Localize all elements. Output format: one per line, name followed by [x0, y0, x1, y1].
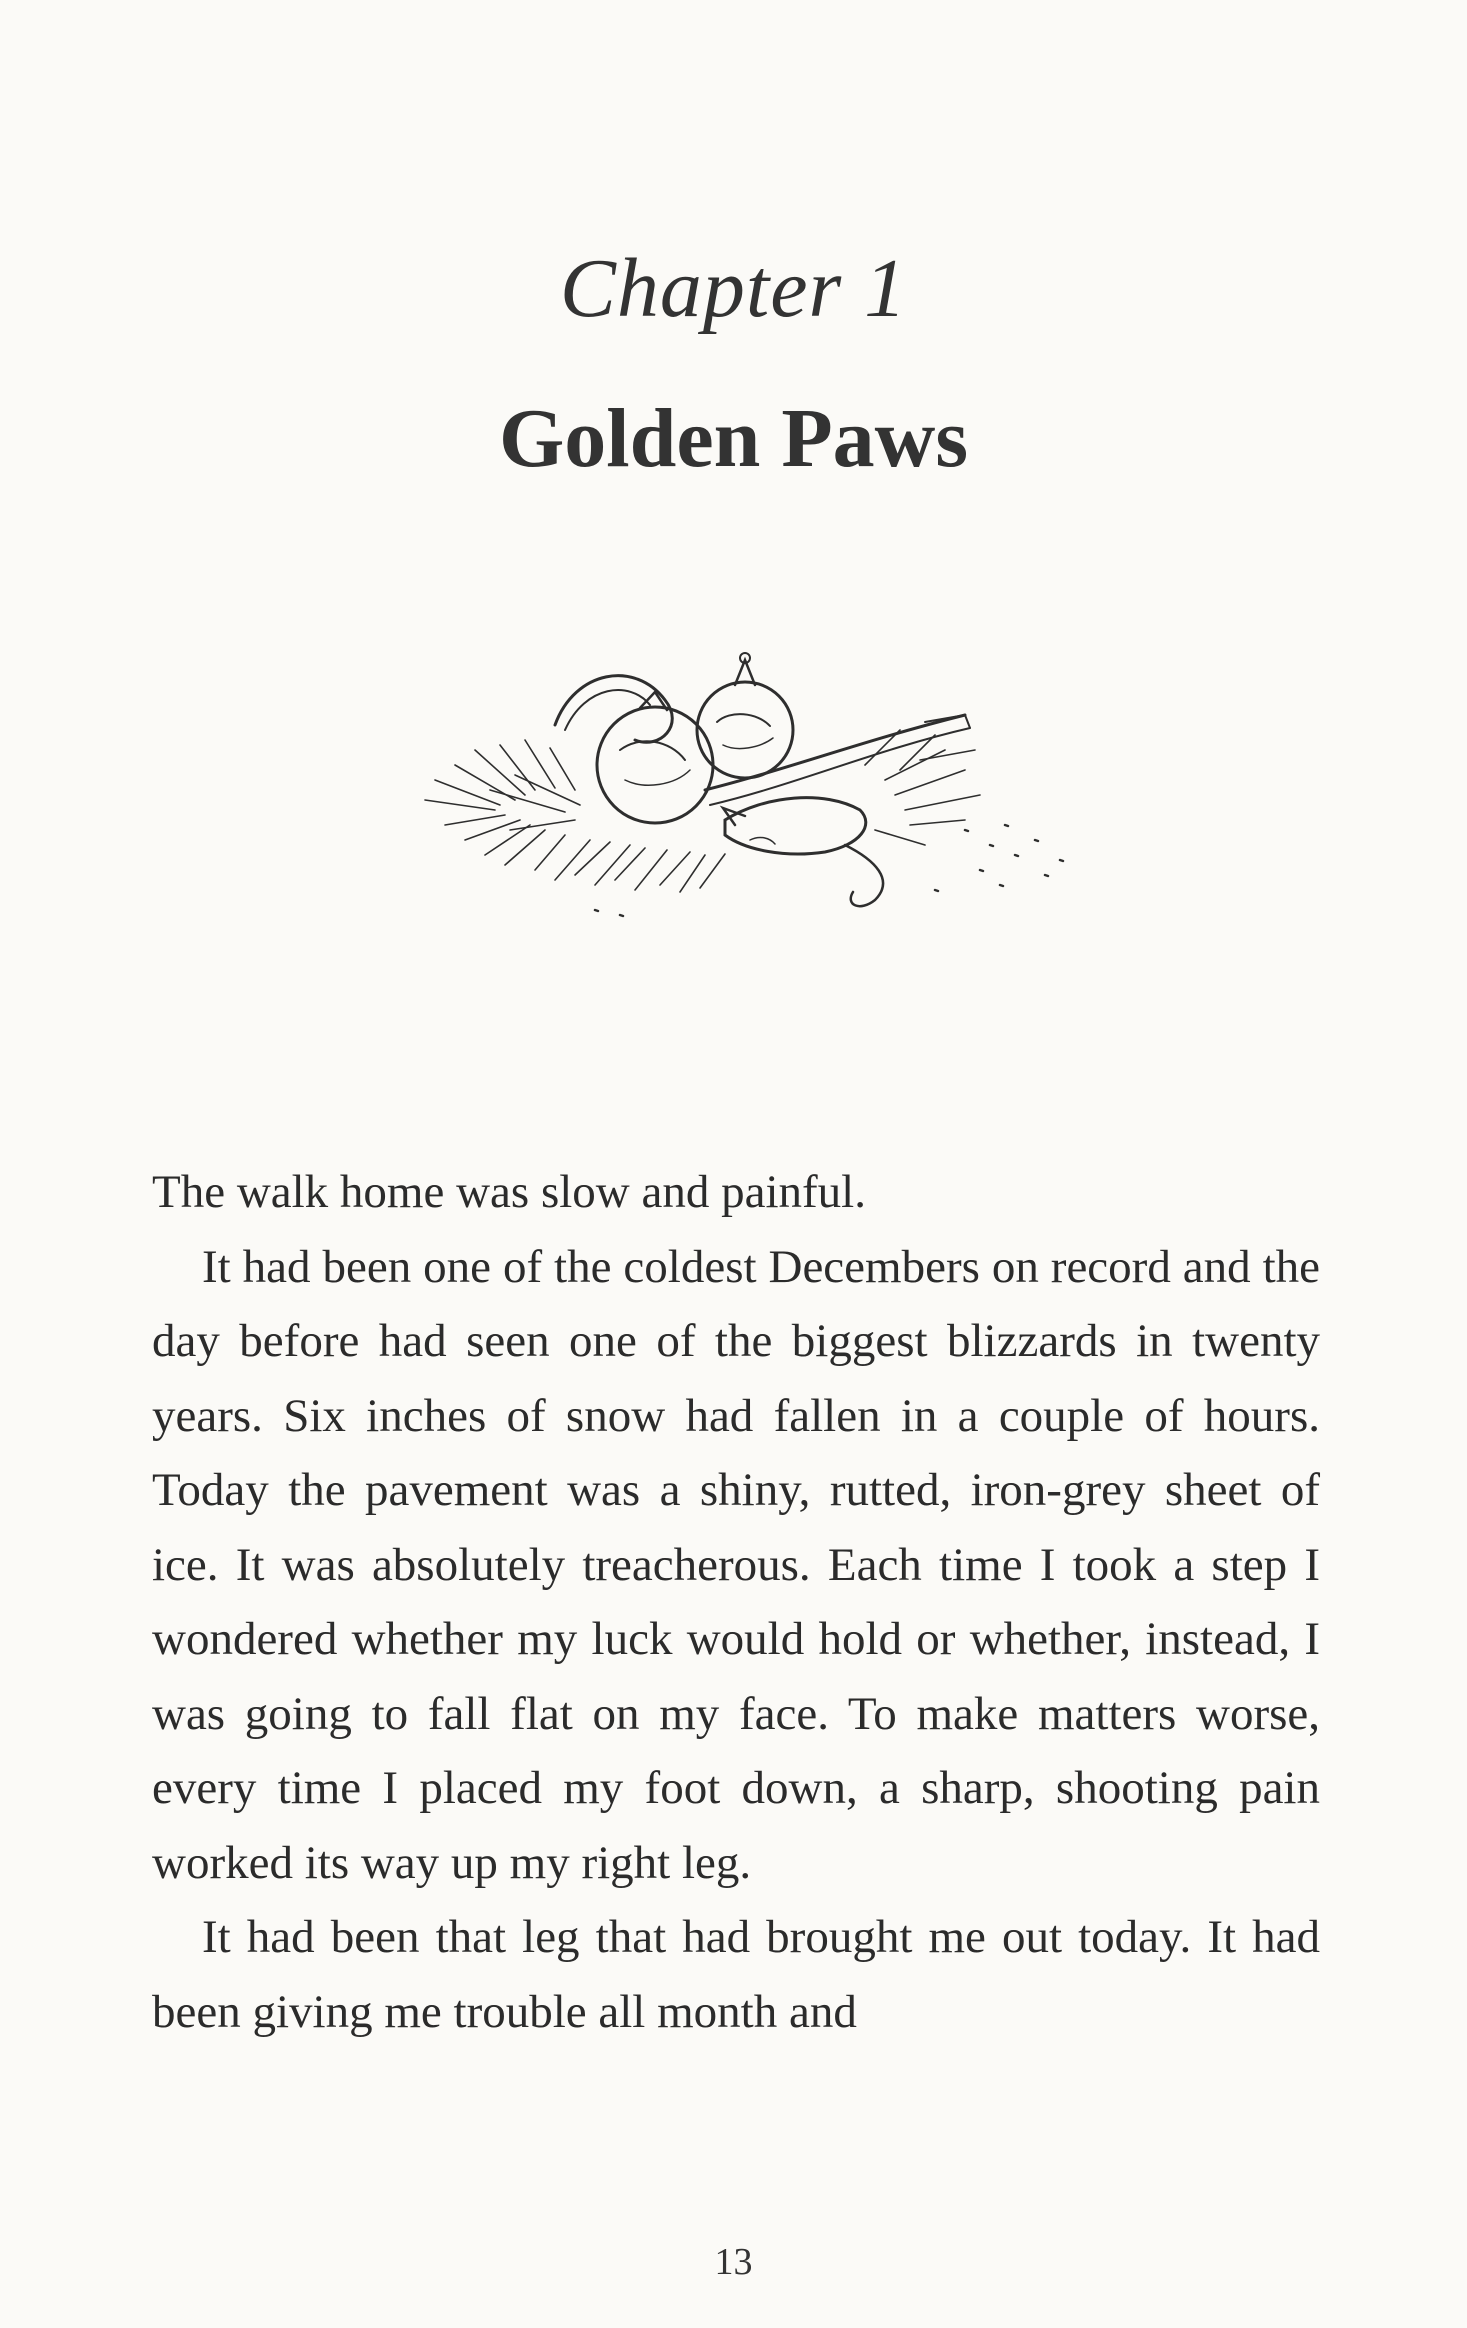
paragraph: The walk home was slow and painful. [152, 1166, 866, 1218]
chapter-label: Chapter 1 [559, 242, 908, 335]
kitten-illustration-icon [405, 630, 1085, 930]
page-number: 13 [714, 2241, 753, 2283]
body-text [152, 1155, 1320, 2049]
paragraph: It had been that leg that had brought me out today. It had been giving me trouble all month and [152, 1911, 1320, 2038]
chapter-title: Golden Paws [498, 392, 969, 485]
paragraph: It had been one of the coldest Decembers on record and the day before had seen one of the biggest blizzards in twenty years. Six inches of snow had fallen in a couple of hours. Today the pavement was a shiny, rutted, iron-grey sheet of ice. It was absolutely treacherous. Each time I took a step I wondered whether my luck would hold or whether, instead, I was going to fall flat on my face. To make matters worse, every time I placed my foot down, a sharp, shooting pain worked its way up my right leg. [152, 1240, 1320, 1889]
